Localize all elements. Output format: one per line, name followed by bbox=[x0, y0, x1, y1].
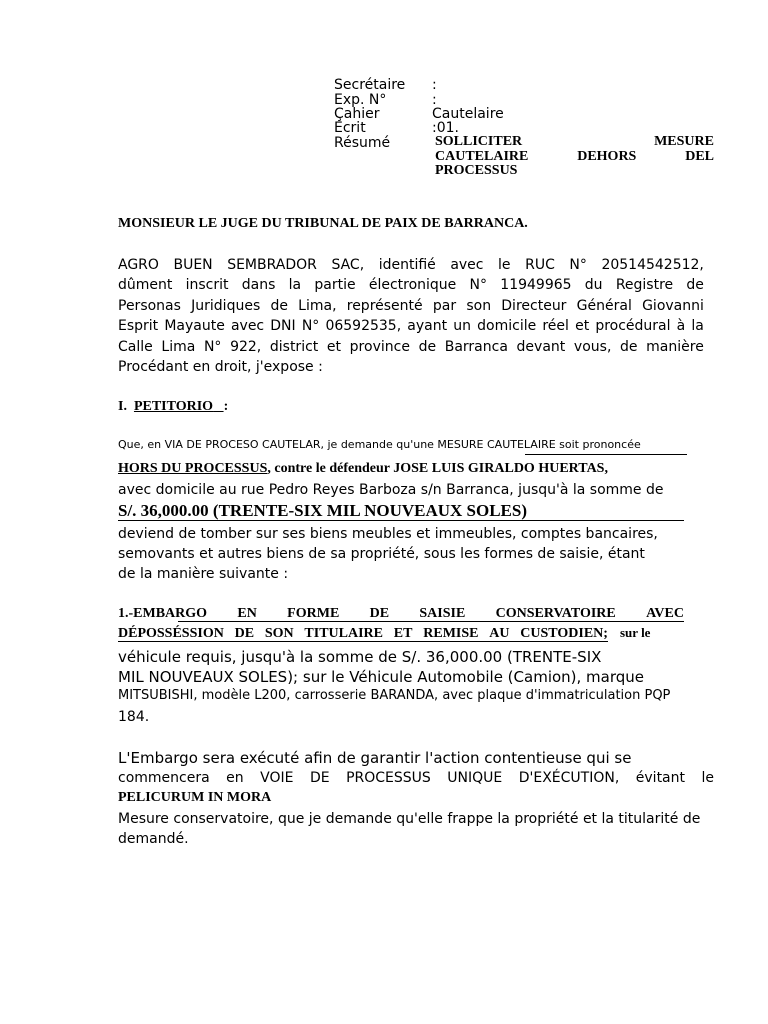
intro-word: DNI bbox=[270, 318, 296, 334]
closing-line-5: demandé. bbox=[118, 831, 189, 847]
intro-word: Lima, bbox=[298, 298, 337, 314]
embargo-word: CONSERVATOIRE bbox=[495, 606, 616, 621]
intro-word: et bbox=[326, 339, 342, 355]
embargo-line-6: 184. bbox=[118, 709, 150, 725]
intro-word: BUEN bbox=[173, 257, 213, 273]
closing-word: UNIQUE bbox=[447, 770, 503, 786]
embargo-line-4: MIL NOUVEAUX SOLES); sur le Véhicule Automobile (Camion), marque bbox=[118, 668, 645, 686]
petitorio-heading bbox=[118, 399, 228, 415]
intro-word: de bbox=[686, 277, 704, 293]
header-label-secretaire: Secrétaire bbox=[334, 77, 406, 93]
closing-word: évitant bbox=[635, 770, 685, 786]
underline-rule bbox=[525, 454, 687, 455]
petitorio-line-2 bbox=[118, 461, 608, 477]
petitorio-line-1: Que, en VIA DE PROCESO CAUTELAR, je demande qu'une MESURE CAUTELAIRE soit prononcée bbox=[118, 438, 641, 451]
intro-word: Registre bbox=[615, 277, 674, 293]
intro-word: représenté bbox=[346, 298, 423, 314]
intro-word: identifié bbox=[378, 257, 436, 273]
intro-word: devant bbox=[516, 339, 566, 355]
embargo-word: ET bbox=[393, 626, 413, 641]
petitorio-line-7: de la manière suivante : bbox=[118, 566, 289, 582]
intro-word: Giovanni bbox=[642, 298, 704, 314]
petitorio-line-5: deviend de tomber sur ses biens meubles et immeubles, comptes bancaires, bbox=[118, 526, 658, 542]
header-label-cahier: Çahier bbox=[334, 106, 380, 122]
intro-word: Directeur bbox=[501, 298, 567, 314]
embargo-word: AVEC bbox=[646, 606, 684, 621]
intro-word: ayant bbox=[407, 318, 448, 334]
intro-word: procédural bbox=[595, 318, 671, 334]
closing-line-4: Mesure conservatoire, que je demande qu'elle frappe la propriété et la titularité de bbox=[118, 811, 701, 827]
intro-word: dans bbox=[241, 277, 276, 293]
intro-word: et bbox=[575, 318, 590, 334]
header-label-ecrit: Ecrit bbox=[334, 120, 366, 136]
header-value-secretaire: : bbox=[432, 77, 437, 93]
intro-word: la bbox=[288, 277, 302, 293]
intro-word: N° bbox=[203, 339, 222, 355]
intro-word: Général bbox=[576, 298, 632, 314]
resume-word: DEL bbox=[685, 149, 714, 164]
intro-word: SEMBRADOR bbox=[227, 257, 317, 273]
resume-word: DEHORS bbox=[577, 149, 637, 164]
header-value-exp: : bbox=[432, 92, 437, 108]
intro-word: province bbox=[349, 339, 410, 355]
intro-word: de bbox=[620, 339, 638, 355]
embargo-word: SAISIE bbox=[419, 606, 466, 621]
intro-word: à bbox=[676, 318, 686, 334]
closing-word: en bbox=[226, 770, 244, 786]
intro-line-4 bbox=[118, 316, 704, 336]
embargo-line-3: véhicule requis, jusqu'à la somme de S/. 36,000.00 (TRENTE-SIX bbox=[118, 648, 602, 666]
intro-word: du bbox=[584, 277, 603, 293]
intro-word: AGRO bbox=[118, 257, 159, 273]
closing-word: VOIE bbox=[260, 770, 294, 786]
intro-word: par bbox=[432, 298, 457, 314]
petitorio-line-3: avec domicile au rue Pedro Reyes Barboza s/n Barranca, jusqu'à la somme de bbox=[118, 482, 664, 498]
intro-line-6: Procédant en droit, j'expose : bbox=[118, 359, 323, 375]
embargo-word: DE bbox=[369, 606, 390, 621]
intro-word: réel bbox=[542, 318, 569, 334]
closing-word: D'EXÉCUTION, bbox=[518, 770, 620, 786]
resume-word: MESURE bbox=[654, 134, 714, 149]
defendant-text: , contre le défendeur JOSE LUIS GIRALDO HUERTAS, bbox=[267, 461, 608, 476]
intro-word: N° bbox=[469, 277, 488, 293]
intro-word: de bbox=[270, 298, 288, 314]
intro-word: manière bbox=[646, 339, 704, 355]
intro-word: de bbox=[418, 339, 437, 355]
intro-word: avec bbox=[450, 257, 484, 273]
petitorio-colon: : bbox=[223, 399, 229, 414]
petitorio-line-6: semovants et autres biens de sa propriété, sous les formes de saisie, étant bbox=[118, 546, 645, 562]
intro-word: 11949965 bbox=[500, 277, 572, 293]
header-value-ecrit: :01. bbox=[432, 120, 459, 136]
intro-word: N° bbox=[301, 318, 320, 334]
petitorio-numeral: I. bbox=[118, 399, 127, 414]
intro-word: Juridiques bbox=[191, 298, 261, 314]
embargo-word: 1.-EMBARGO bbox=[118, 606, 208, 621]
embargo-underline-1 bbox=[178, 621, 684, 622]
intro-word: N° bbox=[569, 257, 587, 273]
resume-word: CAUTELAIRE bbox=[435, 149, 529, 164]
amount-text: S/. 36,000.00 (TRENTE-SIX MIL NOUVEAUX SOLES) bbox=[118, 501, 528, 520]
intro-word: son bbox=[466, 298, 492, 314]
embargo-underline-2 bbox=[118, 641, 608, 642]
intro-word: un bbox=[453, 318, 471, 334]
judge-title: MONSIEUR LE JUGE DU TRIBUNAL DE PAIX DE BARRANCA. bbox=[118, 216, 528, 231]
intro-word: 06592535, bbox=[325, 318, 402, 334]
header-label-exp: Exp. N° bbox=[334, 92, 387, 108]
intro-word: le bbox=[498, 257, 511, 273]
intro-word: domicile bbox=[477, 318, 537, 334]
intro-word: Mayaute bbox=[164, 318, 225, 334]
intro-word: Calle bbox=[118, 339, 153, 355]
intro-word: dûment bbox=[118, 277, 173, 293]
intro-word: Lima bbox=[161, 339, 196, 355]
petitorio-label-text: PETITORIO bbox=[133, 399, 214, 414]
intro-word: district bbox=[269, 339, 319, 355]
embargo-word: EN bbox=[237, 606, 257, 621]
intro-word: RUC bbox=[525, 257, 555, 273]
intro-line-1 bbox=[118, 255, 704, 275]
embargo-word: REMISE bbox=[423, 626, 479, 641]
embargo-word: SON bbox=[264, 626, 294, 641]
closing-word: PROCESSUS bbox=[346, 770, 431, 786]
embargo-word: DE bbox=[234, 626, 255, 641]
intro-word: Esprit bbox=[118, 318, 159, 334]
closing-line-2 bbox=[118, 768, 714, 788]
intro-word: Barranca bbox=[444, 339, 508, 355]
closing-word: le bbox=[701, 770, 714, 786]
intro-line-2 bbox=[118, 275, 704, 295]
resume-word: SOLLICITER bbox=[435, 134, 523, 149]
hors-du-processus: HORS DU PROCESSUS bbox=[118, 461, 268, 476]
resume-line-1 bbox=[435, 134, 714, 150]
header-label-resume: Résumé bbox=[334, 135, 391, 151]
closing-line-1: L'Embargo sera exécuté afin de garantir l'action contentieuse qui se bbox=[118, 749, 632, 767]
embargo-word: FORME bbox=[287, 606, 340, 621]
intro-word: 922, bbox=[230, 339, 262, 355]
embargo-line-2-tail: sur le bbox=[620, 625, 651, 640]
closing-word: DE bbox=[309, 770, 330, 786]
intro-word: vous, bbox=[573, 339, 612, 355]
amount-underline bbox=[118, 520, 684, 521]
closing-word: commencera bbox=[118, 770, 210, 786]
embargo-word: TITULAIRE bbox=[304, 626, 384, 641]
petitorio-label bbox=[134, 399, 224, 414]
resume-word: PROCESSUS bbox=[435, 163, 518, 178]
intro-word: avec bbox=[230, 318, 265, 334]
intro-word: électronique bbox=[368, 277, 457, 293]
embargo-word: CUSTODIEN; bbox=[520, 626, 608, 641]
intro-word: la bbox=[691, 318, 704, 334]
embargo-word: DÉPOSSÉSSION bbox=[118, 626, 224, 641]
embargo-line-5: MITSUBISHI, modèle L200, carrosserie BARANDA, avec plaque d'immatriculation PQP bbox=[118, 688, 671, 703]
intro-word: inscrit bbox=[185, 277, 229, 293]
header-value-cahier: Cautelaire bbox=[432, 106, 504, 122]
intro-word: SAC, bbox=[331, 257, 365, 273]
pelicurum-in-mora: PELICURUM IN MORA bbox=[118, 790, 272, 805]
intro-word: partie bbox=[314, 277, 356, 293]
resume-line-3 bbox=[435, 163, 517, 179]
intro-line-3 bbox=[118, 296, 704, 316]
intro-word: Personas bbox=[118, 298, 181, 314]
embargo-word: AU bbox=[489, 626, 510, 641]
intro-word: 20514542512, bbox=[601, 257, 704, 273]
intro-line-5 bbox=[118, 337, 704, 357]
